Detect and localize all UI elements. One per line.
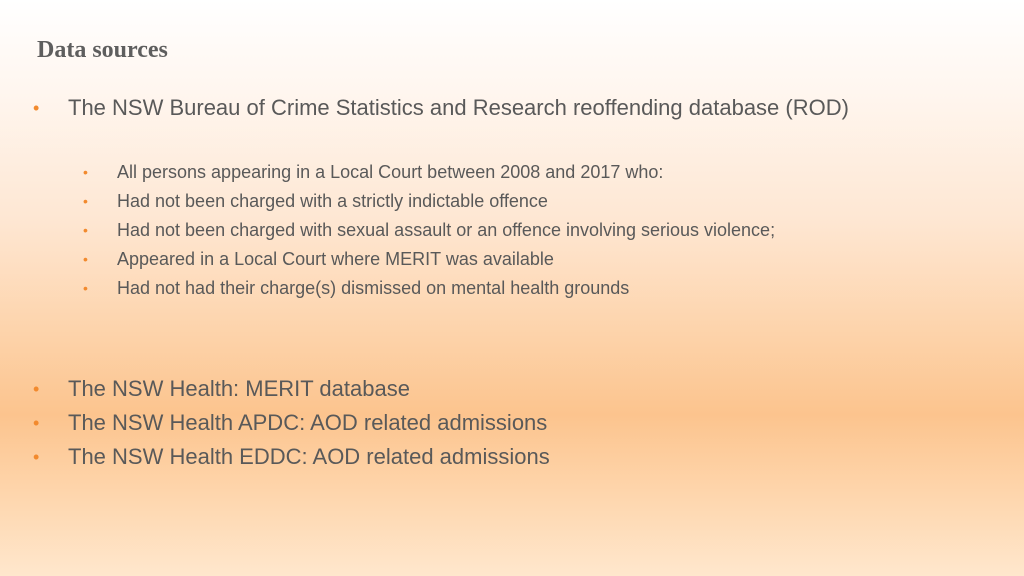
bullet-marker: • (33, 446, 40, 467)
slide-title: Data sources (37, 37, 168, 63)
bullet-item-apdc (33, 407, 547, 439)
sub-bullet-item (83, 217, 775, 243)
sub-bullet-text: Appeared in a Local Court where MERIT was available (117, 248, 554, 269)
bullet-item-merit (33, 373, 410, 405)
bullet-text: The NSW Bureau of Crime Statistics and Research reoffending database (ROD) (68, 95, 849, 120)
bullet-text: The NSW Health EDDC: AOD related admissions (68, 444, 550, 469)
bullet-marker: • (33, 378, 40, 399)
sub-bullet-text: Had not been charged with sexual assault or an offence involving serious violence; (117, 219, 776, 240)
bullet-marker: • (83, 222, 88, 238)
sub-bullet-item (83, 159, 663, 185)
bullet-item-rod (33, 92, 849, 124)
bullet-item-eddc (33, 441, 550, 473)
bullet-marker: • (83, 251, 88, 267)
bullet-marker: • (83, 193, 88, 209)
sub-bullet-item (83, 275, 629, 301)
sub-bullet-text: Had not had their charge(s) dismissed on mental health grounds (117, 277, 630, 298)
bullet-marker: • (83, 280, 88, 296)
sub-bullet-text: All persons appearing in a Local Court between 2008 and 2017 who: (117, 161, 664, 182)
bullet-text: The NSW Health: MERIT database (68, 376, 410, 401)
bullet-marker: • (83, 164, 88, 180)
sub-bullet-item (83, 246, 554, 272)
bullet-text: The NSW Health APDC: AOD related admissions (68, 410, 548, 435)
sub-bullet-text: Had not been charged with a strictly indictable offence (117, 190, 548, 211)
bullet-marker: • (33, 97, 40, 118)
sub-bullet-item (83, 188, 548, 214)
bullet-marker: • (33, 412, 40, 433)
